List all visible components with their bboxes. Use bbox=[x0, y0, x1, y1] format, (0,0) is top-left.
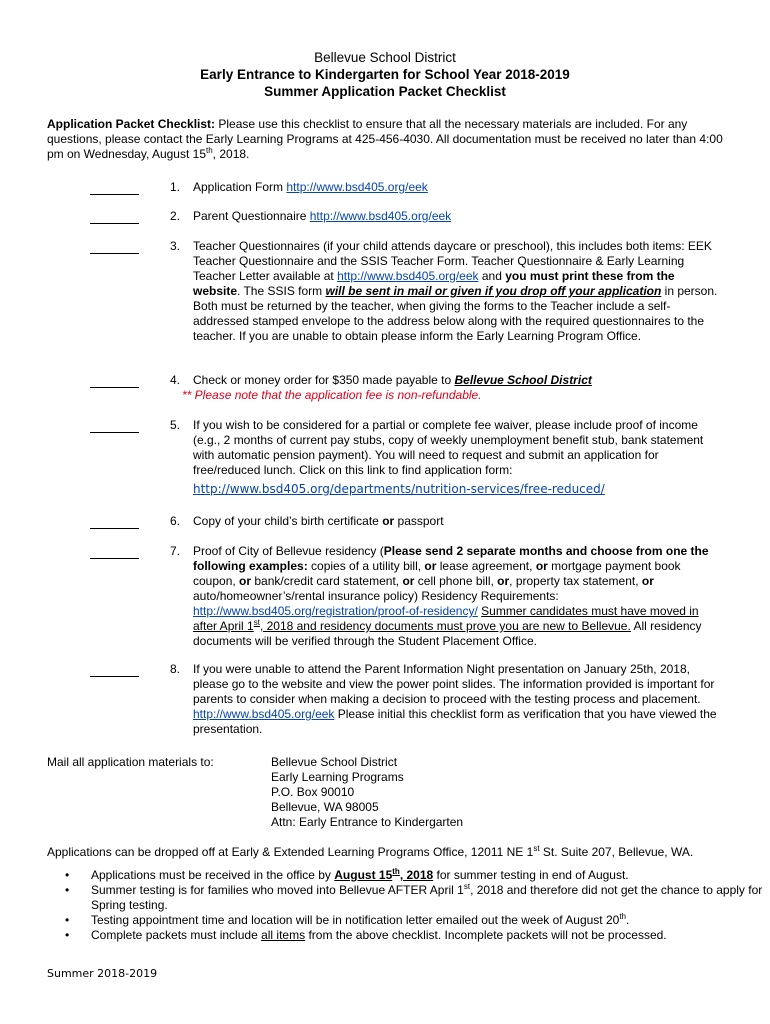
checklist-blank[interactable] bbox=[90, 209, 139, 224]
item-text: . The SSIS form bbox=[237, 284, 326, 298]
document-title: Early Entrance to Kindergarten for School Year 2018-2019 bbox=[200, 67, 570, 82]
item-text: Parent Questionnaire bbox=[193, 209, 310, 223]
checklist-blank[interactable] bbox=[90, 544, 139, 559]
item-text: Teacher Questionnaires (if your child attends daycare or preschool), this includes both items: EEK Teacher Questionnaire and the SSIS Teacher Form. Teacher Questionnaire & Early Learning Teacher Letter available at bbox=[193, 239, 712, 283]
item-text: cell phone bill, bbox=[414, 574, 498, 588]
eek-link[interactable]: http://www.bsd405.org/eek bbox=[193, 707, 335, 721]
item-number: 3. bbox=[170, 239, 181, 253]
item-text: Check or money order for $350 made payable to bbox=[193, 373, 455, 387]
item-text: passport bbox=[394, 514, 444, 528]
or-word: or bbox=[497, 574, 510, 588]
bullet-text: for summer testing in end of August. bbox=[433, 868, 629, 882]
or-word: or bbox=[382, 514, 395, 528]
item-text: in person. Both must be returned by the teacher, when giving the forms to the Teacher include a self-addressed stamped envelope to the address below along with the required questionnaires to the teacher. If you are unable to obtain please inform the Early Learning Program Office. bbox=[193, 284, 718, 343]
checklist-blank[interactable] bbox=[90, 239, 139, 254]
item-number: 8. bbox=[170, 662, 181, 676]
bullet-text: Summer testing is for families who moved into Bellevue AFTER April 1 bbox=[91, 883, 464, 897]
list-item bbox=[65, 928, 770, 943]
deadline-year: , 2018 bbox=[399, 868, 434, 882]
page-footer: Summer 2018-2019 bbox=[47, 967, 158, 980]
checklist-blank[interactable] bbox=[90, 373, 139, 388]
list-item bbox=[65, 882, 770, 913]
or-word: or bbox=[424, 559, 437, 573]
item-text: lease agreement, bbox=[436, 559, 536, 573]
deadline-sup: th bbox=[392, 867, 400, 876]
intro-label: Application Packet Checklist: bbox=[47, 117, 216, 131]
bullet-text: Applications must be received in the office by bbox=[91, 868, 335, 882]
dropoff-sup: st bbox=[533, 844, 540, 853]
item-text: Proof of City of Bellevue residency ( bbox=[193, 544, 384, 558]
item-number: 2. bbox=[170, 209, 181, 223]
bullet-sup: th bbox=[619, 912, 626, 921]
item-text: , property tax statement, bbox=[509, 574, 642, 588]
address-line: Bellevue School District bbox=[271, 755, 398, 769]
bullet-icon: • bbox=[65, 868, 70, 882]
intro-paragraph bbox=[47, 117, 737, 162]
item-number: 6. bbox=[170, 514, 181, 528]
item-number: 7. bbox=[170, 544, 181, 558]
residency-link[interactable]: http://www.bsd405.org/registration/proof-of-residency/ bbox=[193, 604, 478, 618]
list-item bbox=[65, 867, 770, 883]
checklist-blank[interactable] bbox=[90, 180, 139, 195]
summer-candidates-note-end: , 2018 and residency documents must prove you are new to Bellevue. bbox=[259, 619, 631, 633]
or-word: or bbox=[239, 574, 252, 588]
item-text: If you were unable to attend the Parent Information Night presentation on January 25th, 2018, please go to the website and view the power point slides. The information provided is important for parents to consider when making a decision to proceed with the testing process and placement. bbox=[193, 662, 715, 706]
item-text: If you wish to be considered for a partial or complete fee waiver, please include proof of income (e.g., 2 months of current pay stubs, copy of weekly unemployment benefit stub, bank statement with automatic pension payment). You will need to request and submit an application for free/reduced lunch. Click on this link to find application form: bbox=[193, 418, 704, 477]
fee-note: ** Please note that the application fee is non-refundable. bbox=[182, 388, 482, 402]
document-subtitle: Summer Application Packet Checklist bbox=[264, 84, 506, 99]
bullet-icon: • bbox=[65, 913, 70, 927]
mail-label: Mail all application materials to: bbox=[47, 755, 214, 769]
item-text: Copy of your child’s birth certificate bbox=[193, 514, 383, 528]
bullet-text: . bbox=[626, 913, 630, 927]
item-text: copies of a utility bill, bbox=[307, 559, 425, 573]
district-name: Bellevue School District bbox=[314, 50, 456, 65]
checklist-blank[interactable] bbox=[90, 418, 139, 433]
eek-link[interactable]: http://www.bsd405.org/eek bbox=[309, 209, 452, 223]
bullet-sup: st bbox=[463, 882, 471, 891]
item-text: and bbox=[478, 269, 506, 283]
summer-candidates-note: Summer candidates must have moved in after April 1 bbox=[193, 604, 699, 633]
payee-name: Bellevue School District bbox=[454, 373, 592, 387]
item-text: All residency documents will be verified through the Student Placement Office. bbox=[193, 619, 702, 648]
or-word: or bbox=[402, 574, 415, 588]
or-word: or bbox=[535, 559, 548, 573]
residency-instructions: Please send 2 separate months and choose from one the following examples: bbox=[193, 544, 709, 573]
bullet-icon: • bbox=[65, 883, 70, 897]
intro-text-end: , 2018. bbox=[212, 147, 250, 161]
notes-list bbox=[47, 868, 770, 943]
print-note: you must print these from the website bbox=[193, 269, 675, 298]
bullet-text: Testing appointment time and location will be in notification letter emailed out the week of August 20 bbox=[91, 913, 620, 927]
address-line: P.O. Box 90010 bbox=[271, 785, 355, 799]
dropoff-text: Applications can be dropped off at Early & Extended Learning Programs Office, 12011 NE 1 bbox=[47, 845, 534, 859]
checklist-blank[interactable] bbox=[90, 662, 139, 677]
item-text: auto/homeowner’s/rental insurance policy) Residency Requirements: bbox=[193, 589, 559, 603]
list-item bbox=[65, 912, 770, 928]
deadline-date: August 15 bbox=[334, 868, 393, 882]
or-word: or bbox=[641, 574, 654, 588]
note-sup: st bbox=[253, 618, 260, 627]
dropoff-text-end: St. Suite 207, Bellevue, WA. bbox=[539, 845, 694, 859]
mailing-address bbox=[271, 755, 463, 830]
item-number: 4. bbox=[170, 373, 181, 387]
bullet-icon: • bbox=[65, 928, 70, 942]
ssis-note: will be sent in mail or given if you drop off your application bbox=[325, 284, 662, 298]
address-line: Early Learning Programs bbox=[271, 770, 404, 784]
title-block bbox=[0, 49, 770, 100]
dropoff-info bbox=[47, 845, 747, 860]
checklist-blank[interactable] bbox=[90, 514, 139, 529]
bullet-text: Complete packets must include bbox=[91, 928, 262, 942]
item-text: Application Form bbox=[193, 180, 287, 194]
intro-sup: th bbox=[206, 146, 213, 155]
item-text: mortgage payment book coupon, bbox=[193, 559, 681, 588]
address-line: Bellevue, WA 98005 bbox=[271, 800, 379, 814]
bullet-text: from the above checklist. Incomplete packets will not be processed. bbox=[305, 928, 667, 942]
all-items-emphasis: all items bbox=[261, 928, 306, 942]
item-text: Please initial this checklist form as verification that you have viewed the presentation. bbox=[193, 707, 717, 736]
free-reduced-link[interactable]: http://www.bsd405.org/departments/nutrition-services/free-reduced/ bbox=[193, 482, 605, 496]
item-number: 5. bbox=[170, 418, 181, 432]
eek-link[interactable]: http://www.bsd405.org/eek bbox=[337, 269, 479, 283]
address-line: Attn: Early Entrance to Kindergarten bbox=[271, 815, 464, 829]
eek-link[interactable]: http://www.bsd405.org/eek bbox=[286, 180, 428, 194]
item-number: 1. bbox=[170, 180, 181, 194]
item-text: bank/credit card statement, bbox=[251, 574, 403, 588]
intro-text: Please use this checklist to ensure that all the necessary materials are included. For any questions, please contact the Early Learning Programs at 425-456-4030. All documentation must be received no later than 4:00 pm on Wednesday, August 15 bbox=[47, 117, 723, 161]
bullet-text: , 2018 and therefore did not get the chance to apply for Spring testing. bbox=[91, 883, 763, 912]
